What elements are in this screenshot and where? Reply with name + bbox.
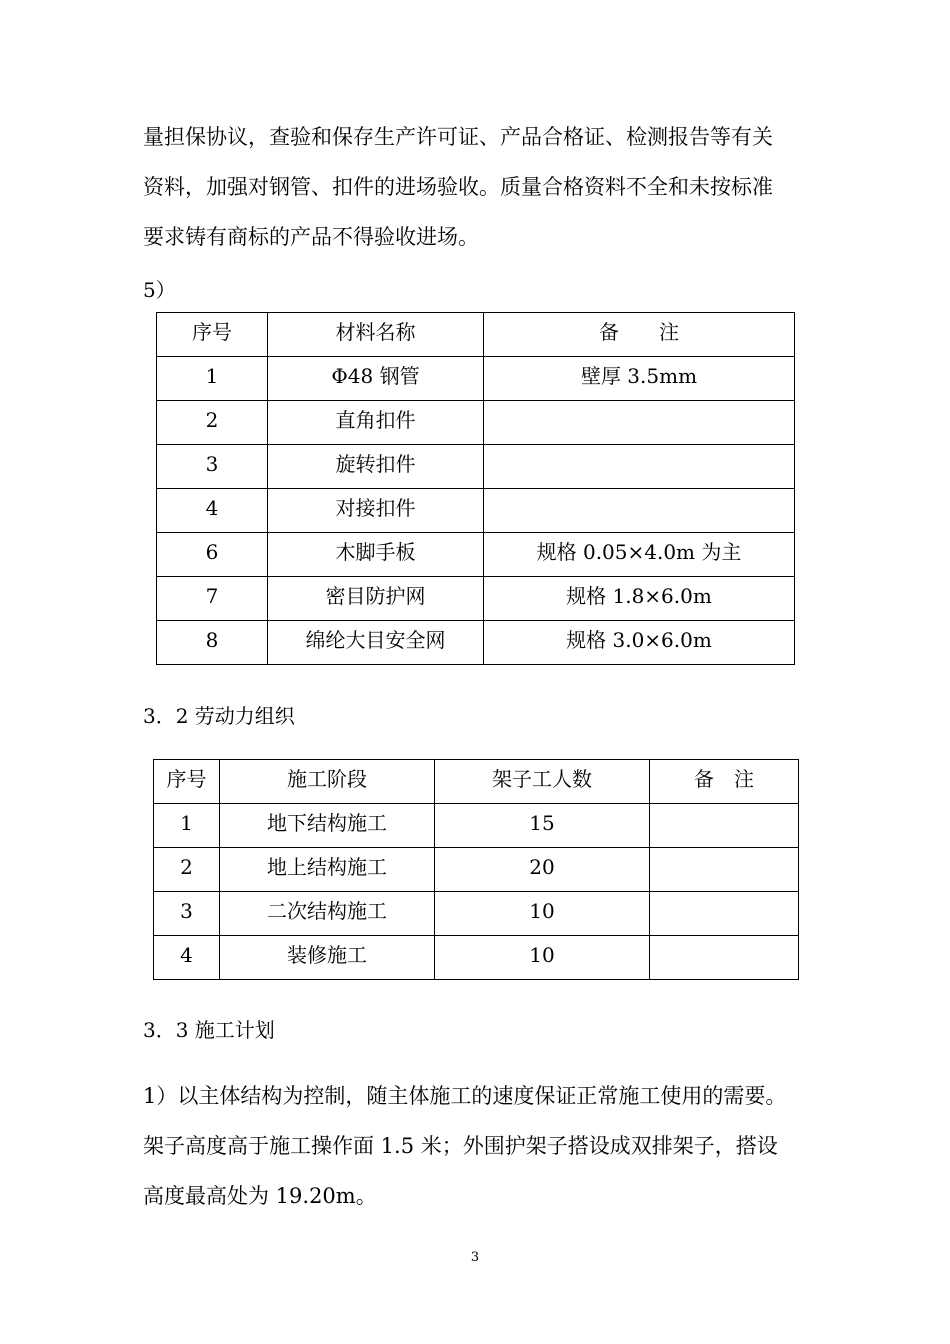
- table-row: [157, 357, 795, 401]
- table-cell: 地下结构施工: [220, 804, 435, 848]
- table-row: [154, 892, 799, 936]
- table-cell: [484, 445, 795, 489]
- table-cell: 地上结构施工: [220, 848, 435, 892]
- table-cell: 15: [435, 804, 650, 848]
- header-cell: 材料名称: [268, 313, 484, 357]
- intro-line: 资料，加强对钢管、扣件的进场验收。质量合格资料不全和未按标准: [143, 175, 773, 199]
- table-cell: [484, 489, 795, 533]
- table-cell: 4: [154, 936, 220, 980]
- header-cell: 施工阶段: [220, 760, 435, 804]
- table-cell: [650, 848, 799, 892]
- table-cell: 规格 0.05×4.0m 为主: [484, 533, 795, 577]
- table-cell: Φ48 钢管: [268, 357, 484, 401]
- table-cell: 6: [157, 533, 268, 577]
- table-cell: 10: [435, 892, 650, 936]
- table-row: [157, 445, 795, 489]
- table-cell: 1: [157, 357, 268, 401]
- table-cell: 旋转扣件: [268, 445, 484, 489]
- table-cell: 规格 3.0×6.0m: [484, 621, 795, 665]
- table-row: [157, 621, 795, 665]
- table-header-row: [157, 313, 795, 357]
- table-row: [157, 577, 795, 621]
- section-heading-plan: 3．3 施工计划: [143, 1018, 275, 1042]
- table-row: [154, 936, 799, 980]
- table-row: [157, 401, 795, 445]
- header-cell: 序号: [154, 760, 220, 804]
- header-cell: 备 注: [484, 313, 795, 357]
- table-cell: 直角扣件: [268, 401, 484, 445]
- plan-line: 架子高度高于施工操作面 1.5 米；外围护架子搭设成双排架子，搭设: [143, 1134, 778, 1158]
- table-row: [157, 533, 795, 577]
- table-cell: [650, 892, 799, 936]
- table-cell: 规格 1.8×6.0m: [484, 577, 795, 621]
- table-cell: 2: [154, 848, 220, 892]
- header-cell: 架子工人数: [435, 760, 650, 804]
- labor-table: [153, 759, 799, 980]
- header-cell: 备 注: [650, 760, 799, 804]
- item-5-label: 5）: [143, 278, 176, 302]
- table-header-row: [154, 760, 799, 804]
- header-cell: 序号: [157, 313, 268, 357]
- plan-line: 高度最高处为 19.20m。: [143, 1184, 377, 1208]
- table-cell: 3: [154, 892, 220, 936]
- intro-line: 要求铸有商标的产品不得验收进场。: [143, 225, 479, 249]
- table-cell: 壁厚 3.5mm: [484, 357, 795, 401]
- table-cell: [650, 804, 799, 848]
- table-cell: 1: [154, 804, 220, 848]
- page-number: 3: [470, 1250, 480, 1265]
- table-cell: 3: [157, 445, 268, 489]
- table-cell: 密目防护网: [268, 577, 484, 621]
- table-cell: 对接扣件: [268, 489, 484, 533]
- table-row: [154, 848, 799, 892]
- table-cell: 二次结构施工: [220, 892, 435, 936]
- table-cell: [650, 936, 799, 980]
- table-row: [157, 489, 795, 533]
- table-cell: 2: [157, 401, 268, 445]
- table-cell: 8: [157, 621, 268, 665]
- table-cell: 绵纶大目安全网: [268, 621, 484, 665]
- materials-table: [156, 312, 795, 665]
- table-cell: 4: [157, 489, 268, 533]
- table-cell: [484, 401, 795, 445]
- intro-paragraph: [143, 112, 813, 262]
- table-cell: 20: [435, 848, 650, 892]
- table-cell: 7: [157, 577, 268, 621]
- table-cell: 10: [435, 936, 650, 980]
- table-row: [154, 804, 799, 848]
- section-heading-labor: 3．2 劳动力组织: [143, 704, 295, 728]
- plan-paragraph: [143, 1071, 813, 1221]
- plan-line: 1）以主体结构为控制，随主体施工的速度保证正常施工使用的需要。: [143, 1084, 787, 1108]
- table-cell: 木脚手板: [268, 533, 484, 577]
- intro-line: 量担保协议，查验和保存生产许可证、产品合格证、检测报告等有关: [143, 125, 773, 149]
- table-cell: 装修施工: [220, 936, 435, 980]
